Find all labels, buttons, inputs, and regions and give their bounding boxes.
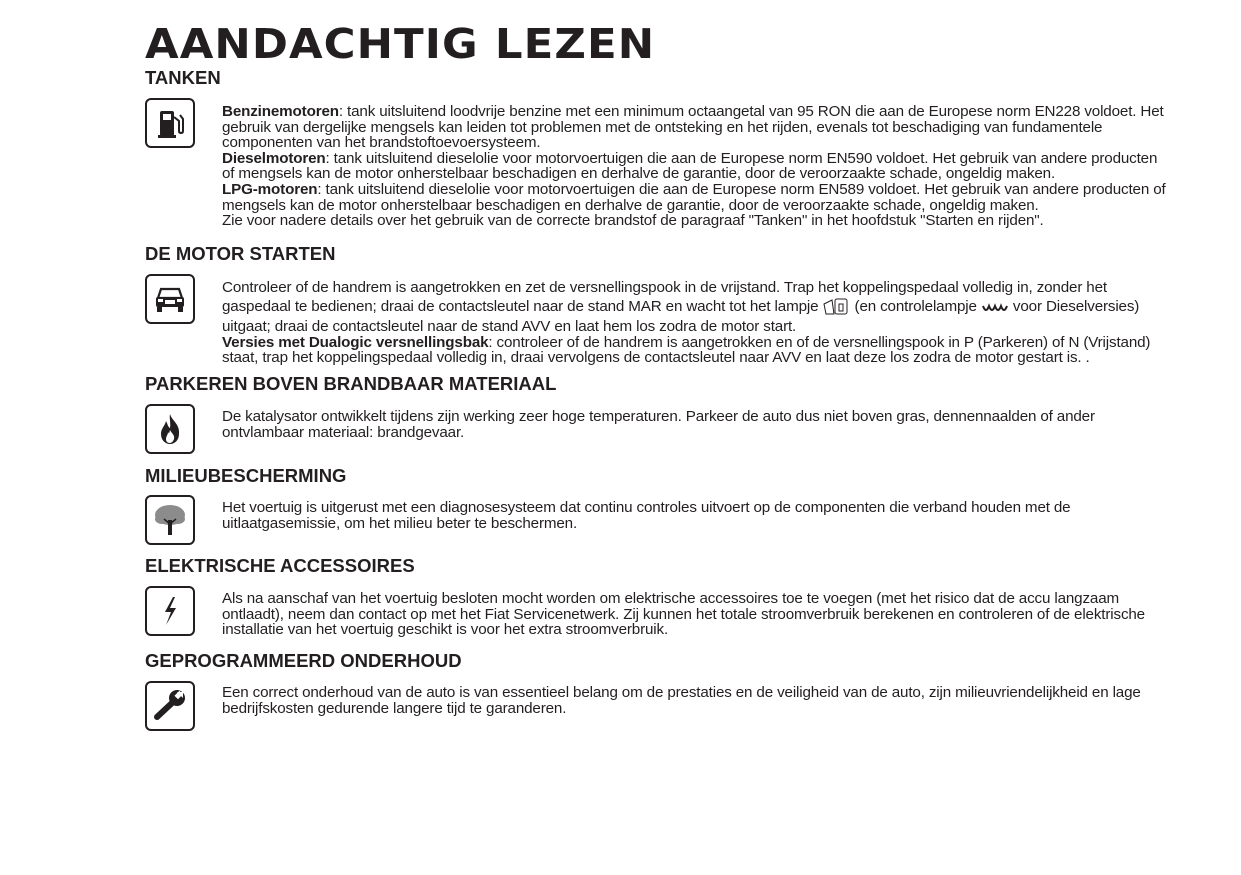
tree-icon (145, 495, 195, 545)
paragraph-text: Controleer of de handrem is aangetrokken en zet de versnellingspook in de vrijstand. Trap het koppelingspedaal volledig in, zonder het gaspedaal te bedienen; draai de contactsleutel naar de stand MAR en wacht tot het lampje (222, 279, 1107, 315)
section-milieubescherming (145, 465, 1170, 531)
page-title: AANDACHTIG LEZEN (145, 20, 656, 68)
section-onderhoud (145, 650, 1170, 716)
bold-term: Dieselmotoren (222, 149, 326, 167)
wrench-icon (145, 681, 195, 731)
paragraph (222, 104, 1170, 151)
lightning-icon (145, 586, 195, 636)
page (145, 20, 1170, 717)
section-text (222, 274, 1170, 366)
bold-term: Benzinemotoren (222, 103, 339, 120)
section-text (222, 681, 1170, 716)
glow-plug-icon (981, 302, 1009, 320)
paragraph (222, 151, 1170, 182)
fuel-pump-icon (145, 98, 195, 148)
warning-lamp-icon (822, 296, 850, 320)
section-tanken (145, 67, 1170, 229)
section-heading: PARKEREN BOVEN BRANDBAAR MATERIAAL (145, 373, 557, 394)
paragraph-text: : controleer of de handrem is aangetrokken en of de versnellingspook in P (Parkeren) of N (Vrijstand) staat, trap het koppelingspedaal volledig in, draai vervolgens de contactsleutel naar AVV en laat deze los zodra de motor gestart is. . (222, 333, 1151, 367)
paragraph-text: : tank uitsluitend dieselolie voor motorvoertuigen die aan de Europese norm EN589 voldoet. Het gebruik van andere producten of mengsels kan de motor onherstelbaar beschadigen en derhalve de garantie, door de veroorzaakte schade, ongeldig maken. (222, 180, 1166, 214)
paragraph-text: Zie voor nadere details over het gebruik van de correcte brandstof de paragraaf "Tanken" in het hoofdstuk "Starten en rijden". (222, 212, 1044, 230)
section-heading: DE MOTOR STARTEN (145, 243, 336, 264)
paragraph-text: voor Dieselversies) uitgaat; draai de contactsleutel naar de stand AVV en laat hem los zodra de motor start. (222, 297, 1140, 336)
section-text (222, 495, 1170, 531)
section-motor-starten (145, 243, 1170, 366)
paragraph (222, 280, 1170, 335)
paragraph-text: (en controlelampje (850, 297, 981, 315)
section-heading: TANKEN (145, 67, 221, 88)
paragraph: Het voertuig is uitgerust met een diagnosesysteem dat continu controles uitvoert op de componenten die verband houden met de uitlaatgasemissie, om het milieu beter te beschermen. (222, 499, 1071, 532)
paragraph-text: : tank uitsluitend loodvrije benzine met een minimum octaangetal van 95 RON die aan de Europese norm EN228 voldoet. Het gebruik van dergelijke mengsels kan leiden tot problemen met de ontsteking en het rijden, evenals tot beschadiging van fundamentele componenten van het brandstoftoevoersysteem. (222, 103, 1164, 152)
bold-term: LPG-motoren (222, 180, 318, 198)
paragraph (222, 335, 1170, 366)
section-heading: GEPROGRAMMEERD ONDERHOUD (145, 650, 462, 671)
section-text (222, 586, 1170, 638)
section-heading: ELEKTRISCHE ACCESSOIRES (145, 555, 415, 576)
paragraph-text: : tank uitsluitend dieselolie voor motorvoertuigen die aan de Europese norm EN590 voldoet. Het gebruik van andere producten of mengsels kan de motor onherstelbaar beschadigen en derhalve de garantie, door de veroorzaakte schade, ongeldig maken. (222, 149, 1158, 183)
flame-icon (145, 404, 195, 454)
section-heading: MILIEUBESCHERMING (145, 465, 347, 486)
section-elektrische-accessoires (145, 555, 1170, 638)
section-parkeren (145, 373, 1170, 440)
car-front-icon (145, 274, 195, 324)
paragraph (222, 213, 1170, 229)
paragraph: Een correct onderhoud van de auto is van essentieel belang om de prestaties en de veiligheid van de auto, zijn milieuvriendelijkheid en lage bedrijfskosten gedurende langere tijd te garanderen. (222, 684, 1141, 717)
bold-term: Versies met Dualogic versnellingsbak (222, 333, 489, 351)
paragraph: De katalysator ontwikkelt tijdens zijn werking zeer hoge temperaturen. Parkeer de auto dus niet boven gras, dennennaalden of ander ontvlambaar materiaal: brandgevaar. (222, 408, 1095, 441)
section-text (222, 404, 1170, 440)
paragraph (222, 182, 1170, 213)
section-text (222, 98, 1170, 229)
paragraph: Als na aanschaf van het voertuig besloten mocht worden om elektrische accessoires toe te voegen (met het risico dat de accu langzaam ontlaadt), neem dan contact op met het Fiat Servicenetwerk. Zij kunnen het totale stroomverbruik berekenen en controleren of de elektrische installatie van het voertuig geschikt is voor het extra stroomverbruik. (222, 590, 1145, 639)
